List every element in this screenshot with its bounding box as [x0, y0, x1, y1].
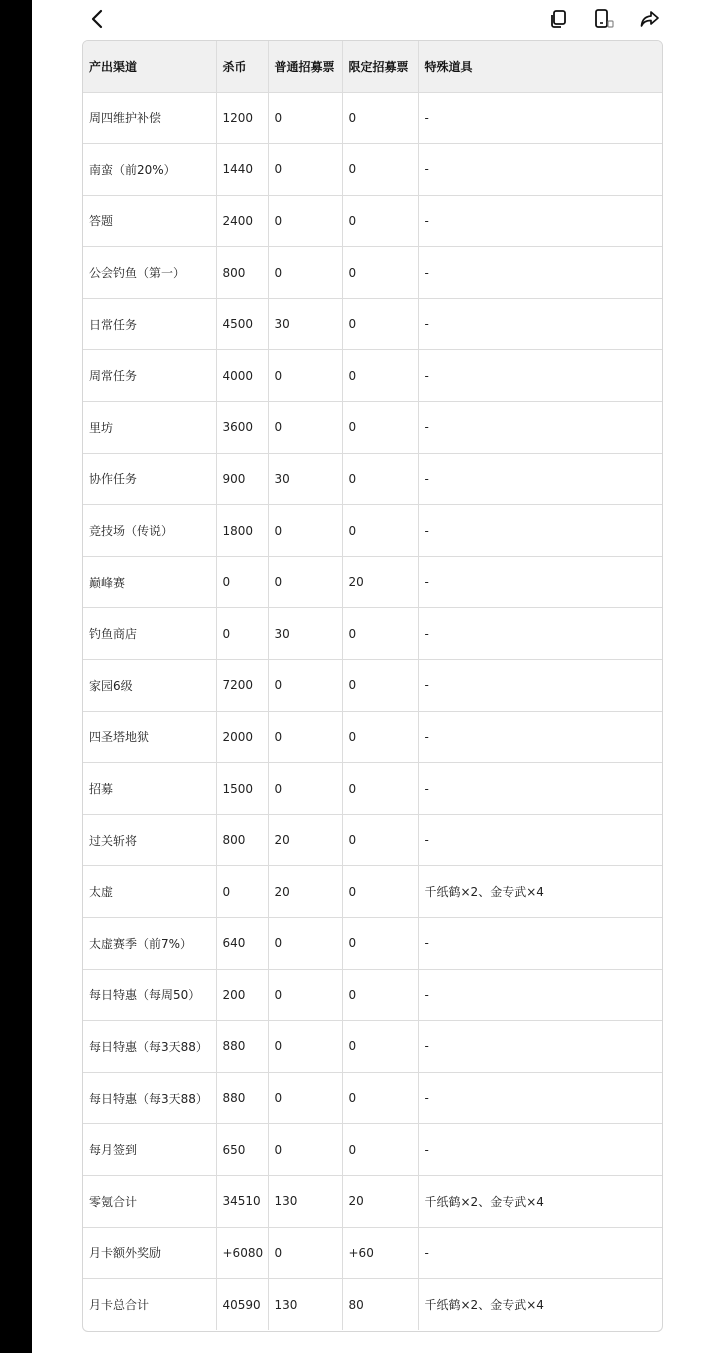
cell-normal-ticket: 20: [268, 814, 342, 866]
cell-channel: 钓鱼商店: [83, 608, 216, 660]
table-row: [83, 1124, 663, 1176]
cell-limited-ticket: 0: [342, 814, 418, 866]
cell-channel: 太虚: [83, 866, 216, 918]
cell-coins: 0: [216, 556, 268, 608]
cell-coins: 650: [216, 1124, 268, 1176]
cell-channel: 每日特惠（每3天88）: [83, 1072, 216, 1124]
cell-coins: 4000: [216, 350, 268, 402]
cell-normal-ticket: 0: [268, 350, 342, 402]
cell-channel: 招募: [83, 763, 216, 815]
cell-special-items: -: [418, 402, 663, 454]
cell-normal-ticket: 30: [268, 453, 342, 505]
cell-channel: 周四维护补偿: [83, 92, 216, 144]
cell-normal-ticket: 0: [268, 763, 342, 815]
table-row: [83, 144, 663, 196]
table-row: [83, 918, 663, 970]
cell-channel: 家园6级: [83, 660, 216, 712]
cell-special-items: -: [418, 918, 663, 970]
table-row: [83, 402, 663, 454]
cell-channel: 过关斩将: [83, 814, 216, 866]
cell-coins: 7200: [216, 660, 268, 712]
cell-normal-ticket: 0: [268, 660, 342, 712]
cell-limited-ticket: 0: [342, 195, 418, 247]
left-black-edge: [0, 0, 32, 1353]
cell-special-items: -: [418, 608, 663, 660]
table-row: [83, 711, 663, 763]
cell-normal-ticket: 0: [268, 1072, 342, 1124]
cell-limited-ticket: 0: [342, 1021, 418, 1073]
screen: [32, 0, 720, 1353]
header-normal-ticket: 普通招募票: [268, 41, 342, 92]
cell-special-items: -: [418, 1227, 663, 1279]
cell-channel: 太虚赛季（前7%）: [83, 918, 216, 970]
cell-normal-ticket: 130: [268, 1279, 342, 1331]
table-row: [83, 247, 663, 299]
cell-normal-ticket: 30: [268, 608, 342, 660]
cell-channel: 公会钓鱼（第一）: [83, 247, 216, 299]
cell-channel: 月卡额外奖励: [83, 1227, 216, 1279]
cell-special-items: -: [418, 1072, 663, 1124]
cell-normal-ticket: 0: [268, 1227, 342, 1279]
cell-special-items: 千纸鹤×2、金专武×4: [418, 1175, 663, 1227]
cell-coins: 3600: [216, 402, 268, 454]
table-row: [83, 350, 663, 402]
cell-special-items: -: [418, 969, 663, 1021]
header-special-items: 特殊道具: [418, 41, 663, 92]
cell-channel: 每日特惠（每3天88）: [83, 1021, 216, 1073]
header-limited-ticket: 限定招募票: [342, 41, 418, 92]
cell-coins: 0: [216, 608, 268, 660]
cell-limited-ticket: 0: [342, 866, 418, 918]
cell-limited-ticket: 0: [342, 453, 418, 505]
resource-table: [83, 41, 663, 1330]
cell-coins: 40590: [216, 1279, 268, 1331]
table-row: [83, 1072, 663, 1124]
cell-limited-ticket: 0: [342, 918, 418, 970]
data-table-container: [82, 40, 663, 1332]
cell-normal-ticket: 0: [268, 711, 342, 763]
cell-normal-ticket: 0: [268, 969, 342, 1021]
cell-channel: 巅峰赛: [83, 556, 216, 608]
top-toolbar: [32, 0, 720, 38]
cell-limited-ticket: 0: [342, 763, 418, 815]
cell-special-items: -: [418, 144, 663, 196]
table-row: [83, 866, 663, 918]
cell-special-items: -: [418, 195, 663, 247]
cell-limited-ticket: 20: [342, 1175, 418, 1227]
cell-limited-ticket: 0: [342, 92, 418, 144]
cell-special-items: -: [418, 763, 663, 815]
cell-special-items: -: [418, 247, 663, 299]
cell-special-items: -: [418, 298, 663, 350]
table-row: [83, 660, 663, 712]
cell-normal-ticket: 0: [268, 144, 342, 196]
phone-icon[interactable]: [591, 6, 617, 32]
table-header-row: [83, 41, 663, 92]
cell-special-items: -: [418, 92, 663, 144]
cell-channel: 四圣塔地狱: [83, 711, 216, 763]
table-row: [83, 556, 663, 608]
cell-channel: 每月签到: [83, 1124, 216, 1176]
table-row: [83, 1021, 663, 1073]
back-arrow-icon[interactable]: [85, 6, 111, 32]
cell-coins: +6080: [216, 1227, 268, 1279]
cell-coins: 4500: [216, 298, 268, 350]
cell-normal-ticket: 0: [268, 92, 342, 144]
table-row: [83, 1175, 663, 1227]
cell-limited-ticket: 0: [342, 350, 418, 402]
cell-special-items: 千纸鹤×2、金专武×4: [424, 1298, 544, 1313]
cell-limited-ticket: 0: [342, 298, 418, 350]
copy-icon[interactable]: [545, 6, 571, 32]
cell-normal-ticket: 0: [268, 505, 342, 557]
cell-coins: 1800: [216, 505, 268, 557]
cell-coins: 880: [216, 1021, 268, 1073]
table-row: [83, 608, 663, 660]
cell-special-items: -: [418, 1124, 663, 1176]
cell-special-items: -: [418, 556, 663, 608]
cell-channel: 每日特惠（每周50）: [83, 969, 216, 1021]
cell-limited-ticket: +60: [342, 1227, 418, 1279]
cell-coins: 0: [216, 866, 268, 918]
cell-channel: 月卡总合计: [83, 1279, 216, 1331]
cell-limited-ticket: 20: [342, 556, 418, 608]
cell-limited-ticket: 0: [342, 1072, 418, 1124]
cell-coins: 2400: [216, 195, 268, 247]
cell-normal-ticket: 0: [268, 402, 342, 454]
table-row: [83, 505, 663, 557]
cell-normal-ticket: 0: [268, 247, 342, 299]
cell-normal-ticket: 0: [268, 918, 342, 970]
table-row: [83, 763, 663, 815]
table-row: [83, 1227, 663, 1279]
cell-normal-ticket: 0: [268, 1124, 342, 1176]
cell-channel: 零氪合计: [83, 1175, 216, 1227]
table-row: [83, 298, 663, 350]
cell-normal-ticket: 0: [268, 556, 342, 608]
header-channel: 产出渠道: [83, 41, 216, 92]
table-row: [83, 969, 663, 1021]
cell-special-items: -: [418, 711, 663, 763]
cell-limited-ticket: 0: [342, 247, 418, 299]
cell-normal-ticket: 30: [268, 298, 342, 350]
cell-normal-ticket: 0: [268, 1021, 342, 1073]
cell-coins: 800: [216, 247, 268, 299]
share-icon[interactable]: [637, 6, 663, 32]
cell-coins: 1440: [216, 144, 268, 196]
cell-special-items: -: [418, 1021, 663, 1073]
cell-limited-ticket: 0: [342, 1124, 418, 1176]
table-row: [83, 814, 663, 866]
cell-limited-ticket: 80: [342, 1279, 418, 1331]
cell-coins: 34510: [216, 1175, 268, 1227]
cell-special-items: -: [418, 350, 663, 402]
cell-coins: 880: [216, 1072, 268, 1124]
cell-normal-ticket: 20: [268, 866, 342, 918]
cell-coins: 1200: [216, 92, 268, 144]
cell-limited-ticket: 0: [342, 144, 418, 196]
cell-limited-ticket: 0: [342, 711, 418, 763]
cell-coins: 900: [216, 453, 268, 505]
cell-limited-ticket: 0: [342, 608, 418, 660]
cell-channel: 答题: [83, 195, 216, 247]
cell-channel: 里坊: [83, 402, 216, 454]
cell-limited-ticket: 0: [342, 969, 418, 1021]
cell-special-items: -: [418, 505, 663, 557]
cell-special-items: -: [418, 660, 663, 712]
cell-normal-ticket: 130: [268, 1175, 342, 1227]
cell-coins: 800: [216, 814, 268, 866]
cell-channel: 南蛮（前20%）: [83, 144, 216, 196]
cell-special-items: 千纸鹤×2、金专武×4: [418, 866, 663, 918]
table-row: [83, 92, 663, 144]
cell-special-items: -: [418, 453, 663, 505]
cell-channel: 协作任务: [83, 453, 216, 505]
cell-limited-ticket: 0: [342, 402, 418, 454]
cell-channel: 日常任务: [83, 298, 216, 350]
cell-channel: 周常任务: [83, 350, 216, 402]
cell-normal-ticket: 0: [268, 195, 342, 247]
cell-limited-ticket: 0: [342, 660, 418, 712]
cell-limited-ticket: 0: [342, 505, 418, 557]
table-row: [83, 195, 663, 247]
cell-coins: 2000: [216, 711, 268, 763]
table-row: [83, 453, 663, 505]
cell-coins: 200: [216, 969, 268, 1021]
cell-coins: 640: [216, 918, 268, 970]
table-row: [83, 1279, 663, 1331]
cell-coins: 1500: [216, 763, 268, 815]
cell-special-items: -: [418, 814, 663, 866]
cell-channel: 竞技场（传说）: [83, 505, 216, 557]
header-coins: 杀币: [216, 41, 268, 92]
